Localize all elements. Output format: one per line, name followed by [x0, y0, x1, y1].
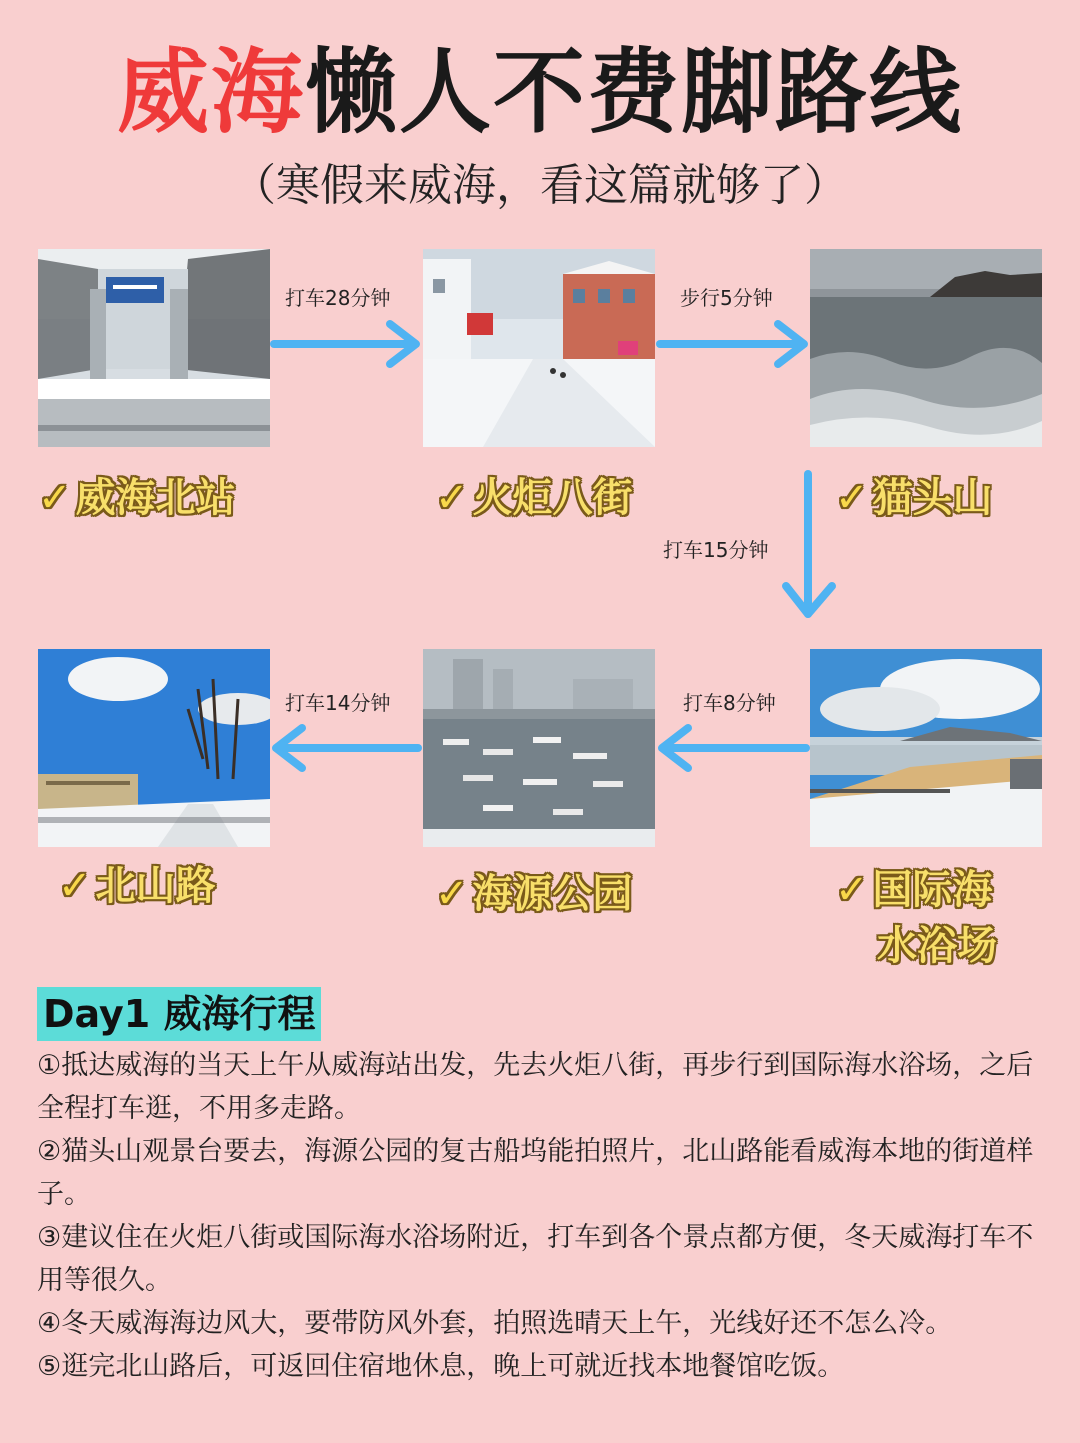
title-highlight: 威海: [116, 39, 305, 146]
stop-label-weihai-north: ✓ 威海北站: [38, 475, 236, 521]
check-icon: ✓: [435, 871, 469, 917]
leg-label-2: 步行5分钟: [680, 286, 773, 310]
photo-maotou-mountain: [810, 249, 1042, 447]
photo-huoju-8th-street: [423, 249, 655, 447]
photo-international-beach: [810, 649, 1042, 847]
itinerary-item: ④冬天威海海边风大，要带防风外套，拍照选晴天上午，光线好还不怎么冷。: [37, 1308, 953, 1339]
leg-label-1: 打车28分钟: [285, 286, 391, 310]
title-rest: 懒人不费脚路线: [305, 39, 964, 146]
check-icon: ✓: [835, 867, 869, 913]
arrow-down-icon: [780, 468, 842, 622]
photo-weihai-north-station: [38, 249, 270, 447]
stop-label-maotou: ✓ 猫头山: [835, 475, 993, 521]
arrow-left-icon: [270, 722, 422, 774]
check-icon: ✓: [835, 475, 869, 521]
itinerary-item: ①抵达威海的当天上午从威海站出发，先去火炬八街，再步行到国际海水浴场，之后全程打车逛，不用多走路。: [37, 1050, 1034, 1124]
itinerary-item: ③建议住在火炬八街或国际海水浴场附近，打车到各个景点都方便，冬天威海打车不用等很久。: [37, 1222, 1034, 1296]
day-heading: Day1 威海行程: [37, 987, 321, 1041]
leg-label-3: 打车15分钟: [663, 538, 769, 562]
stop-label-beishan: ✓ 北山路: [58, 863, 216, 909]
page-title: [0, 38, 1080, 148]
check-icon: ✓: [435, 475, 469, 521]
photo-beishan-road: [38, 649, 270, 847]
check-icon: ✓: [58, 863, 92, 909]
itinerary-item: ⑤逛完北山路后，可返回住宿地休息，晚上可就近找本地餐馆吃饭。: [37, 1351, 845, 1382]
arrow-left-icon: [656, 722, 810, 774]
itinerary-item: ②猫头山观景台要去，海源公园的复古船坞能拍照片，北山路能看威海本地的街道样子。: [37, 1136, 1034, 1210]
stop-label-haiyuan: ✓ 海源公园: [435, 871, 633, 917]
check-icon: ✓: [38, 475, 72, 521]
arrow-right-icon: [656, 318, 810, 370]
itinerary-text: [37, 1044, 1047, 1388]
photo-haiyuan-park: [423, 649, 655, 847]
arrow-right-icon: [270, 318, 422, 370]
stop-label-international-beach: ✓ 国际海 水浴场: [835, 867, 997, 969]
leg-label-5: 打车14分钟: [285, 691, 391, 715]
leg-label-4: 打车8分钟: [683, 691, 776, 715]
stop-label-huoju: ✓ 火炬八街: [435, 475, 633, 521]
page-subtitle: （寒假来威海，看这篇就够了）: [232, 160, 848, 211]
